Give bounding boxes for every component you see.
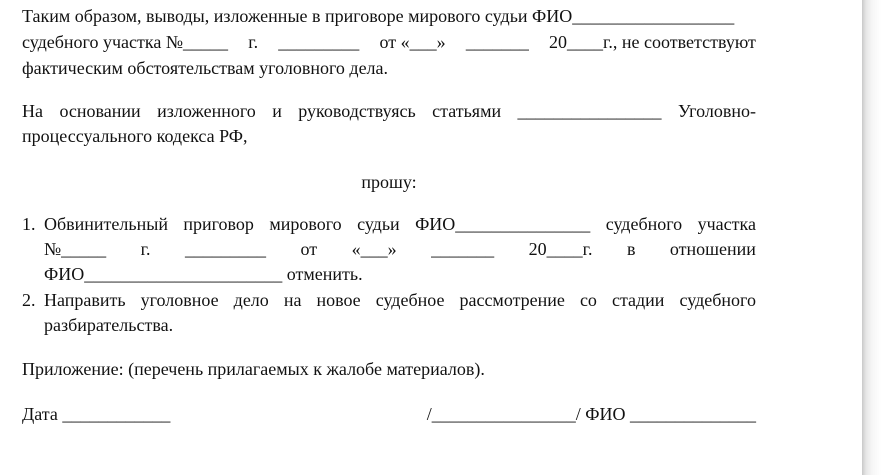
item2-number: 2. — [22, 290, 36, 310]
item1-word: Обвинительный — [44, 214, 168, 234]
item2-line2: разбирательства. — [44, 315, 174, 335]
item1-word: приговор — [183, 214, 254, 234]
item1-word: №_____ — [44, 239, 107, 259]
item1-word: 20____г. — [528, 239, 593, 259]
item1-word: отношении — [669, 239, 756, 259]
item1-word: «___» — [351, 239, 397, 259]
item2-word: дело — [233, 290, 269, 310]
item1-number: 1. — [22, 214, 36, 234]
para1-word: судебного участка №_____ — [22, 32, 229, 52]
attachment-line: Приложение: (перечень прилагаемых к жалобе материалов). — [22, 359, 485, 379]
item2-word: рассмотрение — [459, 290, 565, 310]
item2-word: судебного — [679, 290, 756, 310]
para2-word: и — [272, 101, 282, 121]
para1-word: 20____г., не соответствуют — [549, 32, 756, 52]
item1-word: в — [626, 239, 636, 259]
signature-field: /________________/ ФИО ______________ — [426, 404, 756, 424]
para1-line3: фактическим обстоятельствам уголовного дела. — [22, 58, 389, 78]
item2-line1 — [44, 288, 756, 312]
item2-word: уголовное — [140, 290, 219, 310]
para1-word: от «___» — [379, 32, 446, 52]
para1-line1-text: Таким образом, выводы, изложенные в приговоре мирового судьи ФИО__________________ — [22, 6, 735, 26]
item1-line1 — [44, 212, 756, 236]
item1-line2 — [44, 237, 756, 261]
item1-word: от — [300, 239, 318, 259]
para2-word: руководствуясь — [298, 101, 416, 121]
page-edge-shadow — [862, 0, 881, 475]
date-field: Дата ____________ — [22, 404, 171, 424]
item2-word: новое — [316, 290, 361, 310]
para2-word: изложенного — [157, 101, 256, 121]
item2-word: со — [579, 290, 597, 310]
item1-word: _______ — [431, 239, 495, 259]
para2-word: ________________ — [517, 101, 662, 121]
request-heading: прошу: — [361, 172, 417, 192]
para2-word: Уголовно- — [677, 101, 756, 121]
para2-line2: процессуального кодекса РФ, — [22, 126, 248, 146]
para2-line1 — [22, 99, 756, 123]
item2-word: стадии — [611, 290, 665, 310]
item1-word: г. — [140, 239, 151, 259]
para1-word: _________ — [278, 32, 360, 52]
item1-word: судьи — [357, 214, 400, 234]
item1-word: судебного — [605, 214, 683, 234]
item2-word: Направить — [44, 290, 126, 310]
para1-line1 — [22, 4, 756, 28]
para1-line2 — [22, 30, 756, 54]
item1-word: ФИО_______________ — [415, 214, 591, 234]
item1-word: участка — [697, 214, 756, 234]
para1-word: _______ — [465, 32, 529, 52]
para1-word: г. — [248, 32, 259, 52]
para2-word: основании — [59, 101, 141, 121]
item1-word: мирового — [269, 214, 342, 234]
item1-word: _________ — [185, 239, 267, 259]
item2-word: судебное — [375, 290, 445, 310]
para2-word: На — [22, 101, 43, 121]
item1-line3: ФИО______________________ отменить. — [44, 264, 363, 284]
item2-word: на — [283, 290, 302, 310]
para2-word: статьями — [432, 101, 502, 121]
